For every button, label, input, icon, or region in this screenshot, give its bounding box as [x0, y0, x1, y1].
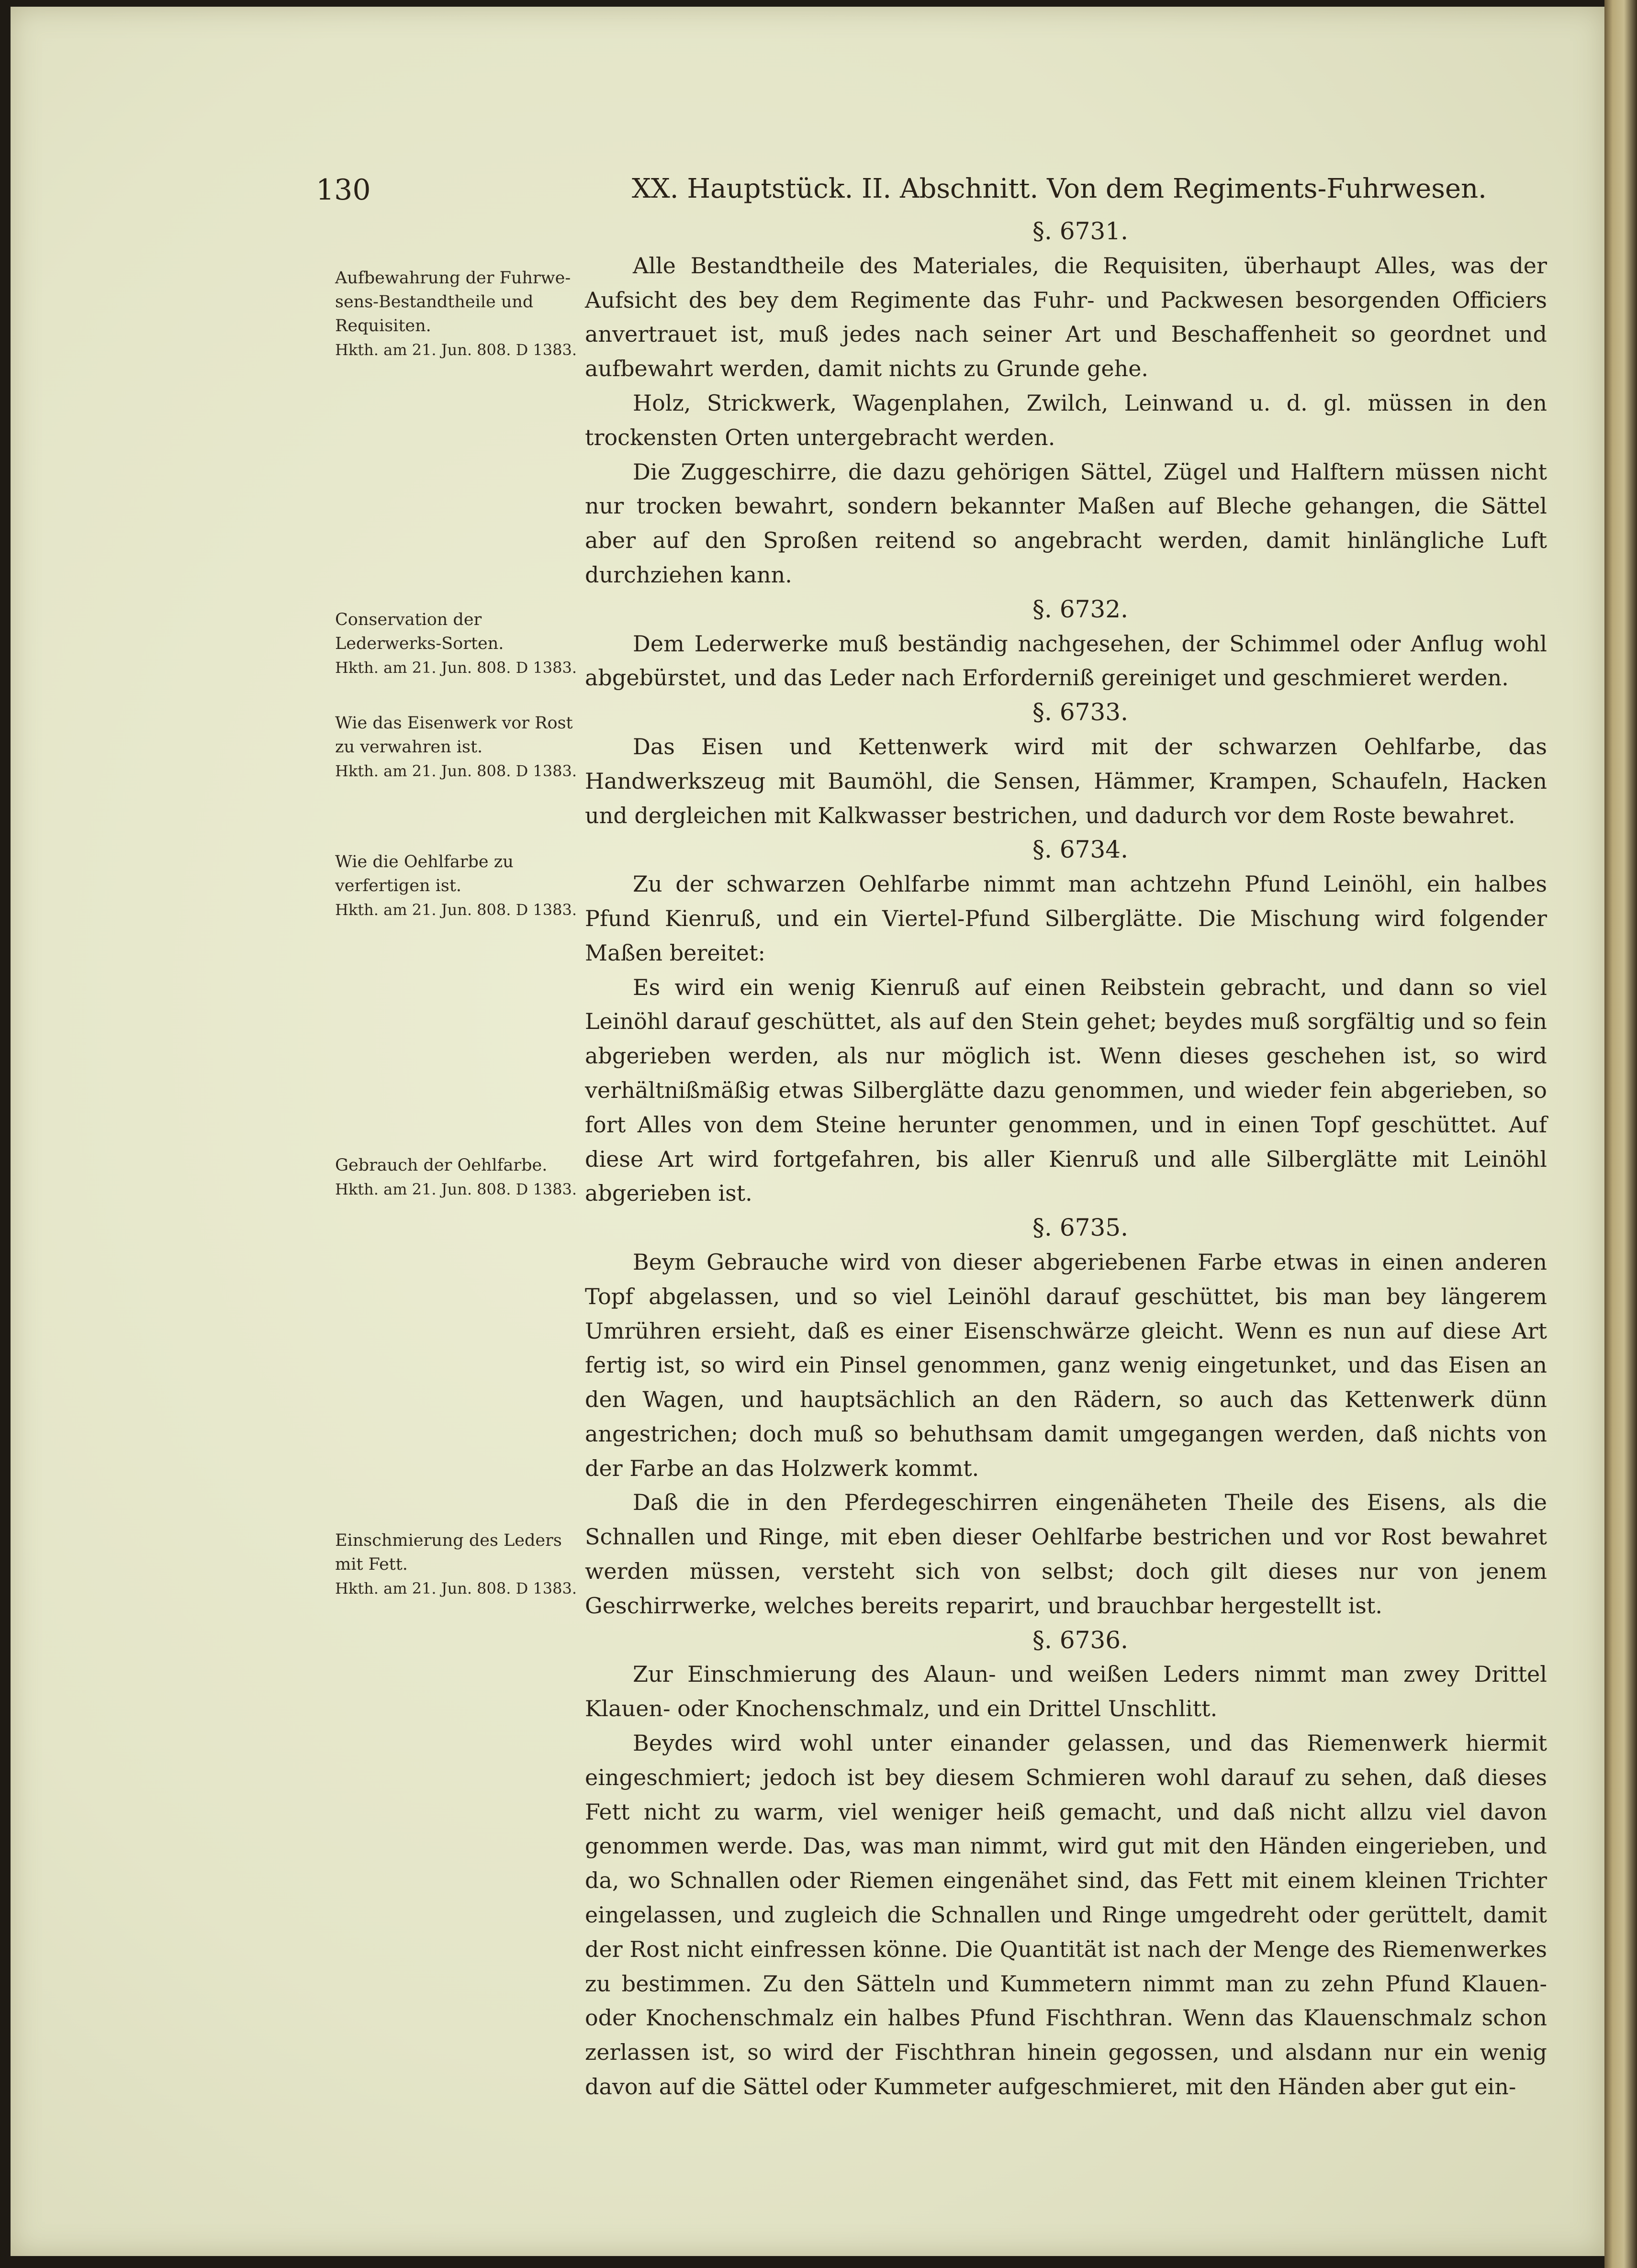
margin-note-text: Aufbewahrung der Fuhrwesens-Bestandtheile und Requisiten. — [335, 268, 571, 335]
paragraph: Beym Gebrauche wird von dieser abgeriebenen Farbe etwas in einen anderen Topf abgelassen, und so viel Leinöhl darauf geschüttet, bis man bey längerem Umrühren ersieht, daß es einer Eisenschwärze gleicht. Wenn es nun auf diese Art fertig ist, so wird ein Pinsel genommen, ganz wenig eingetunket, und das Eisen an den Wagen, und hauptsächlich an den Rädern, so auch das Kettenwerk dünn angestrichen; doch muß so behuthsam damit umgegangen werden, daß nichts von der Farbe an das Holzwerk kommt. — [585, 1249, 1547, 1481]
margin-note-ref: Hkth. am 21. Jun. 808. D 1383. — [335, 1579, 577, 1598]
margin-note — [335, 1529, 584, 1600]
paragraph: Es wird ein wenig Kienruß auf einen Reibstein gebracht, und dann so viel Leinöhl darauf geschüttet, als auf den Stein gehet; beydes muß sorgfältig und so fein abgerieben werden, als nur möglich ist. Wenn dieses geschehen ist, so wird verhältnißmäßig etwas Silberglätte dazu genommen, und wieder fein abgerieben, so fort Alles von dem Steine herunter genommen, und in einen Topf geschüttet. Auf diese Art wird fortgefahren, bis aller Kienruß und alle Silberglätte mit Leinöhl abgerieben ist. — [585, 974, 1547, 1207]
margin-note-ref: Hkth. am 21. Jun. 808. D 1383. — [335, 659, 577, 677]
margin-notes — [335, 0, 584, 2268]
margin-note — [335, 850, 584, 922]
section-title: §. 6735. — [1032, 1214, 1128, 1242]
margin-note — [335, 266, 584, 362]
paragraph: Beydes wird wohl unter einander gelassen, und das Riemenwerk hiermit eingeschmiert; jedoch ist bey diesem Schmieren wohl darauf zu sehen, daß dieses Fett nicht zu warm, viel weniger heiß gemacht, und daß nicht allzu viel davon genommen werde. Das, was man nimmt, wird gut mit den Händen eingerieben, und da, wo Schnallen oder Riemen eingenähet sind, das Fett mit einem kleinen Trichter eingelassen, und zugleich die Schnallen und Ringe umgedreht oder gerüttelt, damit der Rost nicht einfressen könne. Die Quantität ist nach der Menge des Riemenwerkes zu bestimmen. Zu den Sätteln und Kummetern nimmt man zu zehn Pfund Klauen- oder Knochenschmalz ein halbes Pfund Fischthran. Wenn das Klauenschmalz schon zerlassen ist, so wird der Fischthran hinein gegossen, und alsdann nur ein wenig davon auf die Sättel oder Kummeter aufgeschmieret, mit den Händen aber gut ein- — [585, 1730, 1547, 2100]
margin-note — [335, 608, 584, 680]
section-title: §. 6733. — [1032, 698, 1128, 726]
page-number: 130 — [316, 173, 371, 207]
margin-note-text: Conservation der Lederwerks-Sorten. — [335, 610, 504, 653]
main-text — [585, 214, 1547, 2104]
margin-note-text: Wie das Eisenwerk vor Rost zu verwahren ist. — [335, 714, 573, 757]
book-gutter — [1604, 0, 1637, 2268]
section-title: §. 6732. — [1032, 595, 1128, 623]
section-title: §. 6736. — [1032, 1626, 1128, 1654]
paragraph: Daß die in den Pferdegeschirren eingenäheten Theile des Eisens, als die Schnallen und Ringe, mit eben dieser Oehlfarbe bestrichen und vor Rost bewahret werden müssen, versteht sich von selbst; doch gilt dieses nur von jenem Geschirrwerke, welches bereits reparirt, und brauchbar hergestellt ist. — [585, 1489, 1547, 1619]
paragraph: Holz, Strickwerk, Wagenplahen, Zwilch, Leinwand u. d. gl. müssen in den trockensten Orten untergebracht werden. — [585, 390, 1547, 450]
margin-note-ref: Hkth. am 21. Jun. 808. D 1383. — [335, 762, 577, 780]
paragraph: Dem Lederwerke muß beständig nachgesehen, der Schimmel oder Anflug wohl abgebürstet, und das Leder nach Erforderniß gereiniget und geschmieret werden. — [585, 630, 1547, 691]
margin-note-text: Wie die Oehlfarbe zu verfertigen ist. — [335, 852, 514, 895]
margin-note-text: Einschmierung des Leders mit Fett. — [335, 1531, 562, 1574]
paragraph: Das Eisen und Kettenwerk wird mit der schwarzen Oehlfarbe, das Handwerkszeug mit Baumöhl, die Sensen, Hämmer, Krampen, Schaufeln, Hacken und dergleichen mit Kalkwasser bestrichen, und dadurch vor dem Roste bewahret. — [585, 733, 1547, 828]
margin-note — [335, 1153, 584, 1201]
margin-note — [335, 711, 584, 783]
margin-note-ref: Hkth. am 21. Jun. 808. D 1383. — [335, 901, 577, 919]
running-head: XX. Hauptstück. II. Abschnitt. Von dem Regiments-Fuhrwesen. — [632, 173, 1487, 204]
paragraph: Zu der schwarzen Oehlfarbe nimmt man achtzehn Pfund Leinöhl, ein halbes Pfund Kienruß, und ein Viertel-Pfund Silberglätte. Die Mischung wird folgender Maßen bereitet: — [585, 871, 1547, 966]
section-title: §. 6731. — [1032, 217, 1128, 245]
paragraph: Zur Einschmierung des Alaun- und weißen Leders nimmt man zwey Drittel Klauen- oder Knochenschmalz, und ein Drittel Unschlitt. — [585, 1661, 1547, 1722]
margin-note-text: Gebrauch der Oehlfarbe. — [335, 1156, 548, 1175]
paragraph: Alle Bestandtheile des Materiales, die Requisiten, überhaupt Alles, was der Aufsicht des bey dem Regimente das Fuhr- und Packwesen besorgenden Officiers anvertrauet ist, muß jedes nach seiner Art und Beschaffenheit so geordnet und aufbewahrt werden, damit nichts zu Grunde gehe. — [585, 252, 1547, 382]
margin-note-ref: Hkth. am 21. Jun. 808. D 1383. — [335, 341, 577, 359]
section-title: §. 6734. — [1032, 836, 1128, 864]
margin-note-ref: Hkth. am 21. Jun. 808. D 1383. — [335, 1180, 577, 1198]
paragraph: Die Zuggeschirre, die dazu gehörigen Sättel, Zügel und Halftern müssen nicht nur trocken bewahrt, sondern bekannter Maßen auf Bleche gehangen, die Sättel aber auf den Sproßen reitend so angebracht werden, damit hinlängliche Luft durchziehen kann. — [585, 458, 1547, 588]
